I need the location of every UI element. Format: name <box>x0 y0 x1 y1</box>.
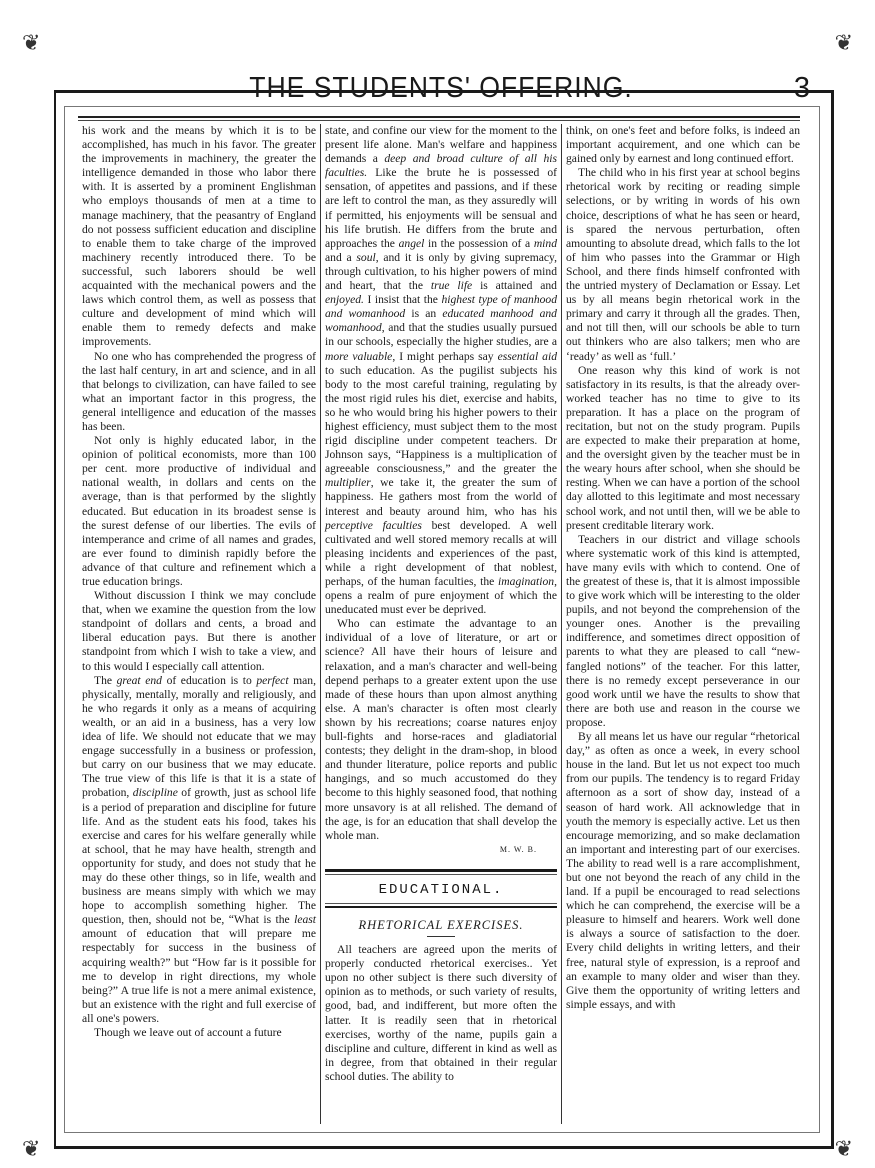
paragraph: The child who in his first year at school begins rhetorical work by reciting or reading simple selections, or by writing in words of his own choice, descriptions of what he has seen or heard, is spared the nervous perturbation, often amounting to absolute dread, which falls to the lot of him who passes into the Grammar or High School, and there finds himself confronted with the untried mystery of Declamation or Essay. Let us by all means begin rhetorical work in the primary and carry it through all the grades. Then, and not till then, will our schools be able to turn out thinkers who are also talkers; men who are ‘ready’ as well as ‘full.’ <box>566 166 800 363</box>
author-signature <box>325 843 557 857</box>
paragraph: One reason why this kind of work is not satisfactory in its results, is that the already over-worked teacher has no time to give to its preparation. It has a place on the program of recitation, but not on the study program. Pupils are expected to make their preparation at home, and the oversight given by the teacher must be in the weary hours after school, when she should be resting. When we can have a portion of the school day allotted to this legitimate and most necessary school work, and not until then, will we be able to present creditable literary work. <box>566 363 800 532</box>
paragraph: Without discussion I think we may conclude that, when we examine the question from the low standpoint of dollars and cents, a broad and liberal education pays. But there is another standpoint from which I wish to take a view, and to this would I especially call attention. <box>82 589 316 673</box>
column-3 <box>562 124 804 1124</box>
paragraph: state, and confine our view for the moment to the present life alone. Man's welfare and happiness demands a deep and broad culture of all his faculties. Like the brute he is possessed of sensation, of appetites and passions, and if these are left to control the man, as they assuredly will if permitted, his enjoyments will be sensual and his life brutish. He differs from the brute and approaches the angel in the possession of a mind and a soul, and it is only by giving supremacy, through cultivation, to his higher powers of mind and heart, that the true life is attained and enjoyed. I insist that the highest type of manhood and womanhood is an educated manhood and womanhood, and that the studies usually pursued in our schools, especially the higher studies, are a more valuable, I might perhaps say essential aid to such education. As the pugilist subjects his body to the most careful training, regulating by the most rigid rules his diet, exercise and habits, so he who would bring his higher powers to their highest efficiency, must subject them to the most rigid discipline under competent teachers. Dr Johnson says, “Happiness is a multiplication of agreeable consciousness,” and the greater the multiplier, we take it, the greater the sum of happiness. He gathers most from the world of interest and beauty around him, who has his perceptive faculties best developed. A well cultivated and well stored memory recalls at will pleasing incidents and experiences of the past, while a right development of that noblest, perhaps, of the human faculties, the imagination, opens a realm of pure enjoyment of which the uneducated must ever be deprived. <box>325 124 558 617</box>
section-rule <box>325 869 557 872</box>
corner-ornament-top-right-icon: ❦ <box>834 30 853 55</box>
paragraph: think, on one's feet and before folks, is indeed an important acquirement, and one which can be gained only by earnest and long continued effort. <box>566 124 800 166</box>
article-title: RHETORICAL EXERCISES. <box>358 917 524 932</box>
article-columns <box>78 124 804 1124</box>
paragraph: Though we leave out of account a future <box>94 1026 282 1039</box>
section-rule-thin <box>325 874 557 875</box>
author-initials: M. W. B. <box>499 844 537 854</box>
article-title-rule <box>427 936 455 937</box>
paragraph: his work and the means by which it is to be accomplished, has much in his favor. The greater the improvements in machinery, the greater the intelligence demanded in those who labor there with. It is asserted by a prominent Englishman who employs thousands of men at a time to manage machinery, that the peasantry of England do not possess sufficient education and discipline to enable them to take charge of the improved machinery recently introduced there. To be successful, such laborers should be well acquainted with the mechanical powers and the laws which control them, as well as possess that culture and development of mind which will enable them to remedy defects and make improvements. <box>82 124 316 349</box>
section-heading: EDUCATIONAL. <box>378 881 504 898</box>
section-rule-thin <box>325 903 557 904</box>
header-rule-thin <box>78 120 800 121</box>
page-header <box>64 70 818 110</box>
paragraph: Who can estimate the advantage to an individual of a love of literature, or art or science? All have their hours of leisure and relaxation, and a man's character and well-being depend perhaps to a greater extent upon the use made of these hours than upon almost anything else. A man's character is often most clearly shown by his recreations; coarse natures enjoy bull-fights and horse-races and gladiatorial contests; they delight in the dram-shop, in blood and thunder literature, police reports and public hangings, and so much accustomed do they become to this highly seasoned food, that nothing more unsavory is at all relished. The demand of the age, is for an education that shall develop the whole man. <box>325 617 557 842</box>
corner-ornament-bottom-right-icon: ❦ <box>834 1136 853 1161</box>
page-number: 3 <box>793 72 810 104</box>
paragraph: Teachers in our district and village schools where systematic work of this kind is attempted, have many evils with which to contend. One of the greatest of these is, that it is almost impossible to give work which will be interesting to the older pupils, and not beyond the comprehension of the younger ones. Another is the prevailing indifference, and sometimes direct opposition of parents to what they are pleased to call “new-fangled notions” of the teacher. For this latter, there is no remedy except perseverance in our good work until we have the results to show that there are both use and reason in the course we propose. <box>566 532 800 729</box>
paragraph: By all means let us have our regular “rhetorical day,” as often as once a week, in every school house in the land. But let us not expect too much from our pupils. The tendency is to regard Friday afternoon as a sort of show day, instead of a season of hard work. All acknowledge that in youth the memory is especially active. Let us then encourage memorizing, and so make declamation an important and interesting part of our exercises. The ability to read well is a rare accomplishment, but one not beyond the reach of any child in the land. If a pupil be encouraged to read selections which he can comprehend, the exercise will be a pleasure to himself and hearers. Work well done is always a source of satisfaction to the doer. Every child delights in writing letters, and their free, natural style of expression, is a reproof and an example to many older and wiser than they. Give them the opportunity of writing letters and simple essays, and with <box>566 730 800 1011</box>
paragraph: The great end of education is to perfect man, physically, mentally, morally and religiously, and he who regards it only as a means of acquiring wealth, or an aid in a business, has a very low idea of life. We should not educate that we may engage successfully in a business or profession, but carry on our business that we may educate. The true view of this life is that it is a state of probation, discipline of growth, just as school life is a period of preparation and discipline for future life. And as the student eats his food, takes his exercise and cares for his welfare generally while at school, that he may have health, strength and opportunity for study, and does not study that he may do these other things, so in life, wealth and business are means simply with which we may hope to accomplish something higher. The question, then, should not be, “What is the least amount of education that will prepare me respectably for success in the business of acquiring wealth?” but “How far is it possible for me to develop in right directions, my whole being?” A true life is not a mere animal existence, but an existence with the right and full exercise of all one's powers. <box>82 673 317 1025</box>
section-rule <box>325 906 557 908</box>
paragraph: No one who has comprehended the progress of the last half century, in art and science, and in all that belongs to civilization, can have failed to see what an important factor in this progress, the general intelligence and education of the masses has been. <box>82 349 316 433</box>
paragraph: Not only is highly educated labor, in the opinion of political economists, more than 100 per cent. more productive of individual and national wealth, in dollars and cents on the average, than is that performed by the slightly educated. But education in its broadest sense is the surest defense of our liberties. The evils of intemperance and crime of all names and grades, are ever found to diminish rapidly before the advance of that culture and refinement which a true education brings. <box>82 434 316 588</box>
paragraph: All teachers are agreed upon the merits of properly conducted rhetorical exercises.. Yet upon no other subject is there such diversity of opinion as to methods, or such variety of results, good, bad, and indifferent, but more often the latter. It is readily seen that in rhetorical exercises, worthy of the name, pupils gain a discipline and culture, different in kind as well as in degree, from that obtained in their regular school duties. The ability to <box>325 943 557 1083</box>
corner-ornament-top-left-icon: ❦ <box>22 30 41 55</box>
header-rule <box>78 116 800 118</box>
corner-ornament-bottom-left-icon: ❦ <box>22 1136 41 1161</box>
column-2 <box>320 124 562 1124</box>
column-1 <box>78 124 320 1124</box>
masthead-title: THE STUDENTS' OFFERING. <box>249 72 633 104</box>
